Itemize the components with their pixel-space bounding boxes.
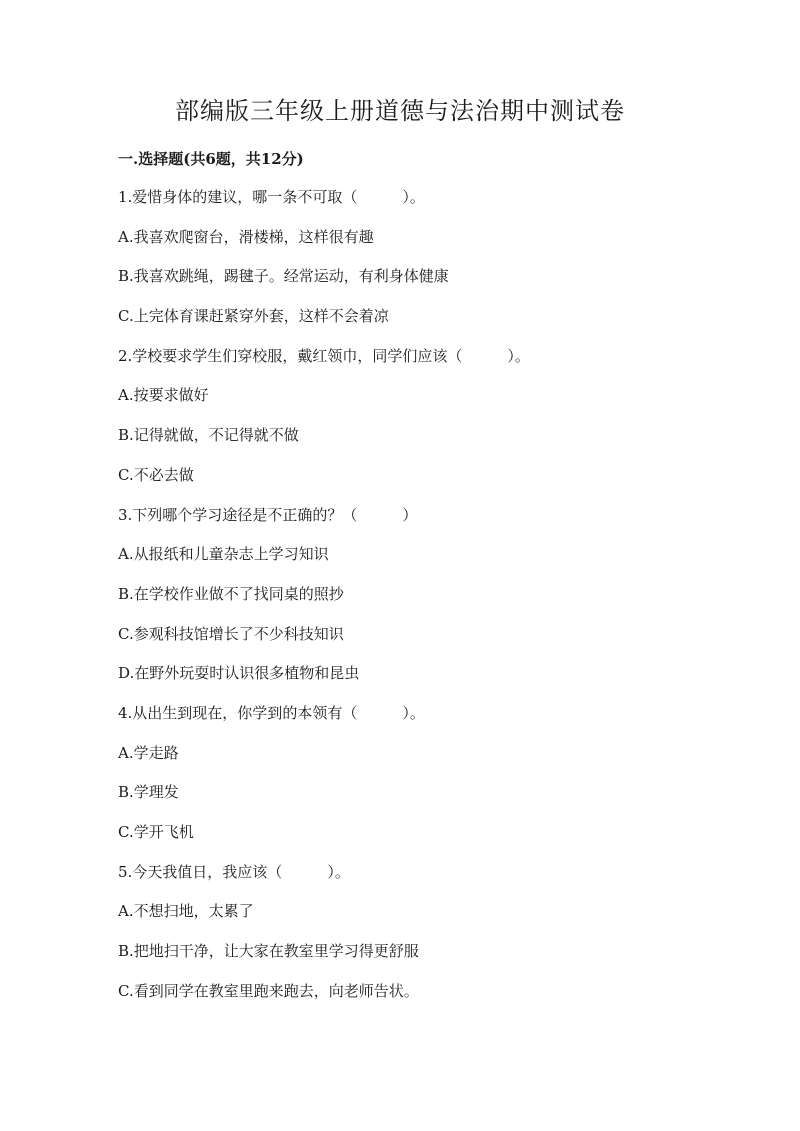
question-5: 5.今天我值日，我应该（ ）。 bbox=[118, 862, 350, 881]
question-4: 4.从出生到现在，你学到的本领有（ ）。 bbox=[118, 703, 425, 722]
page-title: 部编版三年级上册道德与法治期中测试卷 bbox=[175, 97, 625, 125]
question-1: 1.爱惜身体的建议，哪一条不可取（ ）。 bbox=[118, 188, 425, 206]
question-4-option-b: B.学理发 bbox=[118, 783, 179, 802]
question-1-option-a: A.我喜欢爬窗台，滑楼梯，这样很有趣 bbox=[118, 227, 374, 246]
question-list bbox=[118, 186, 758, 1019]
question-3-option-b: B.在学校作业做不了找同桌的照抄 bbox=[118, 584, 344, 603]
question-3-option-c: C.参观科技馆增长了不少科技知识 bbox=[118, 624, 344, 643]
question-1-option-b: B.我喜欢跳绳，踢毽子。经常运动，有利身体健康 bbox=[118, 267, 449, 286]
question-4-option-a: A.学走路 bbox=[118, 743, 179, 762]
question-2-option-b: B.记得就做，不记得就不做 bbox=[118, 426, 299, 445]
question-2-option-c: C.不必去做 bbox=[118, 465, 194, 484]
question-3: 3.下列哪个学习途径是不正确的？（ ） bbox=[118, 505, 418, 524]
question-5-option-a: A.不想扫地，太累了 bbox=[118, 902, 254, 921]
question-3-option-d: D.在野外玩耍时认识很多植物和昆虫 bbox=[118, 664, 360, 683]
question-4-option-c: C.学开飞机 bbox=[118, 823, 194, 841]
question-5-option-b: B.把地扫干净，让大家在教室里学习得更舒服 bbox=[118, 942, 419, 961]
question-2: 2.学校要求学生们穿校服，戴红领巾，同学们应该（ ）。 bbox=[118, 346, 530, 365]
question-3-option-a: A.从报纸和儿童杂志上学习知识 bbox=[118, 545, 329, 564]
question-1-option-c: C.上完体育课赶紧穿外套，这样不会着凉 bbox=[118, 307, 389, 326]
question-5-option-c: C.看到同学在教室里跑来跑去，向老师告状。 bbox=[118, 981, 419, 1000]
section-heading: 一.选择题(共6题，共12分) bbox=[118, 150, 304, 168]
question-2-option-a: A.按要求做好 bbox=[118, 386, 209, 405]
